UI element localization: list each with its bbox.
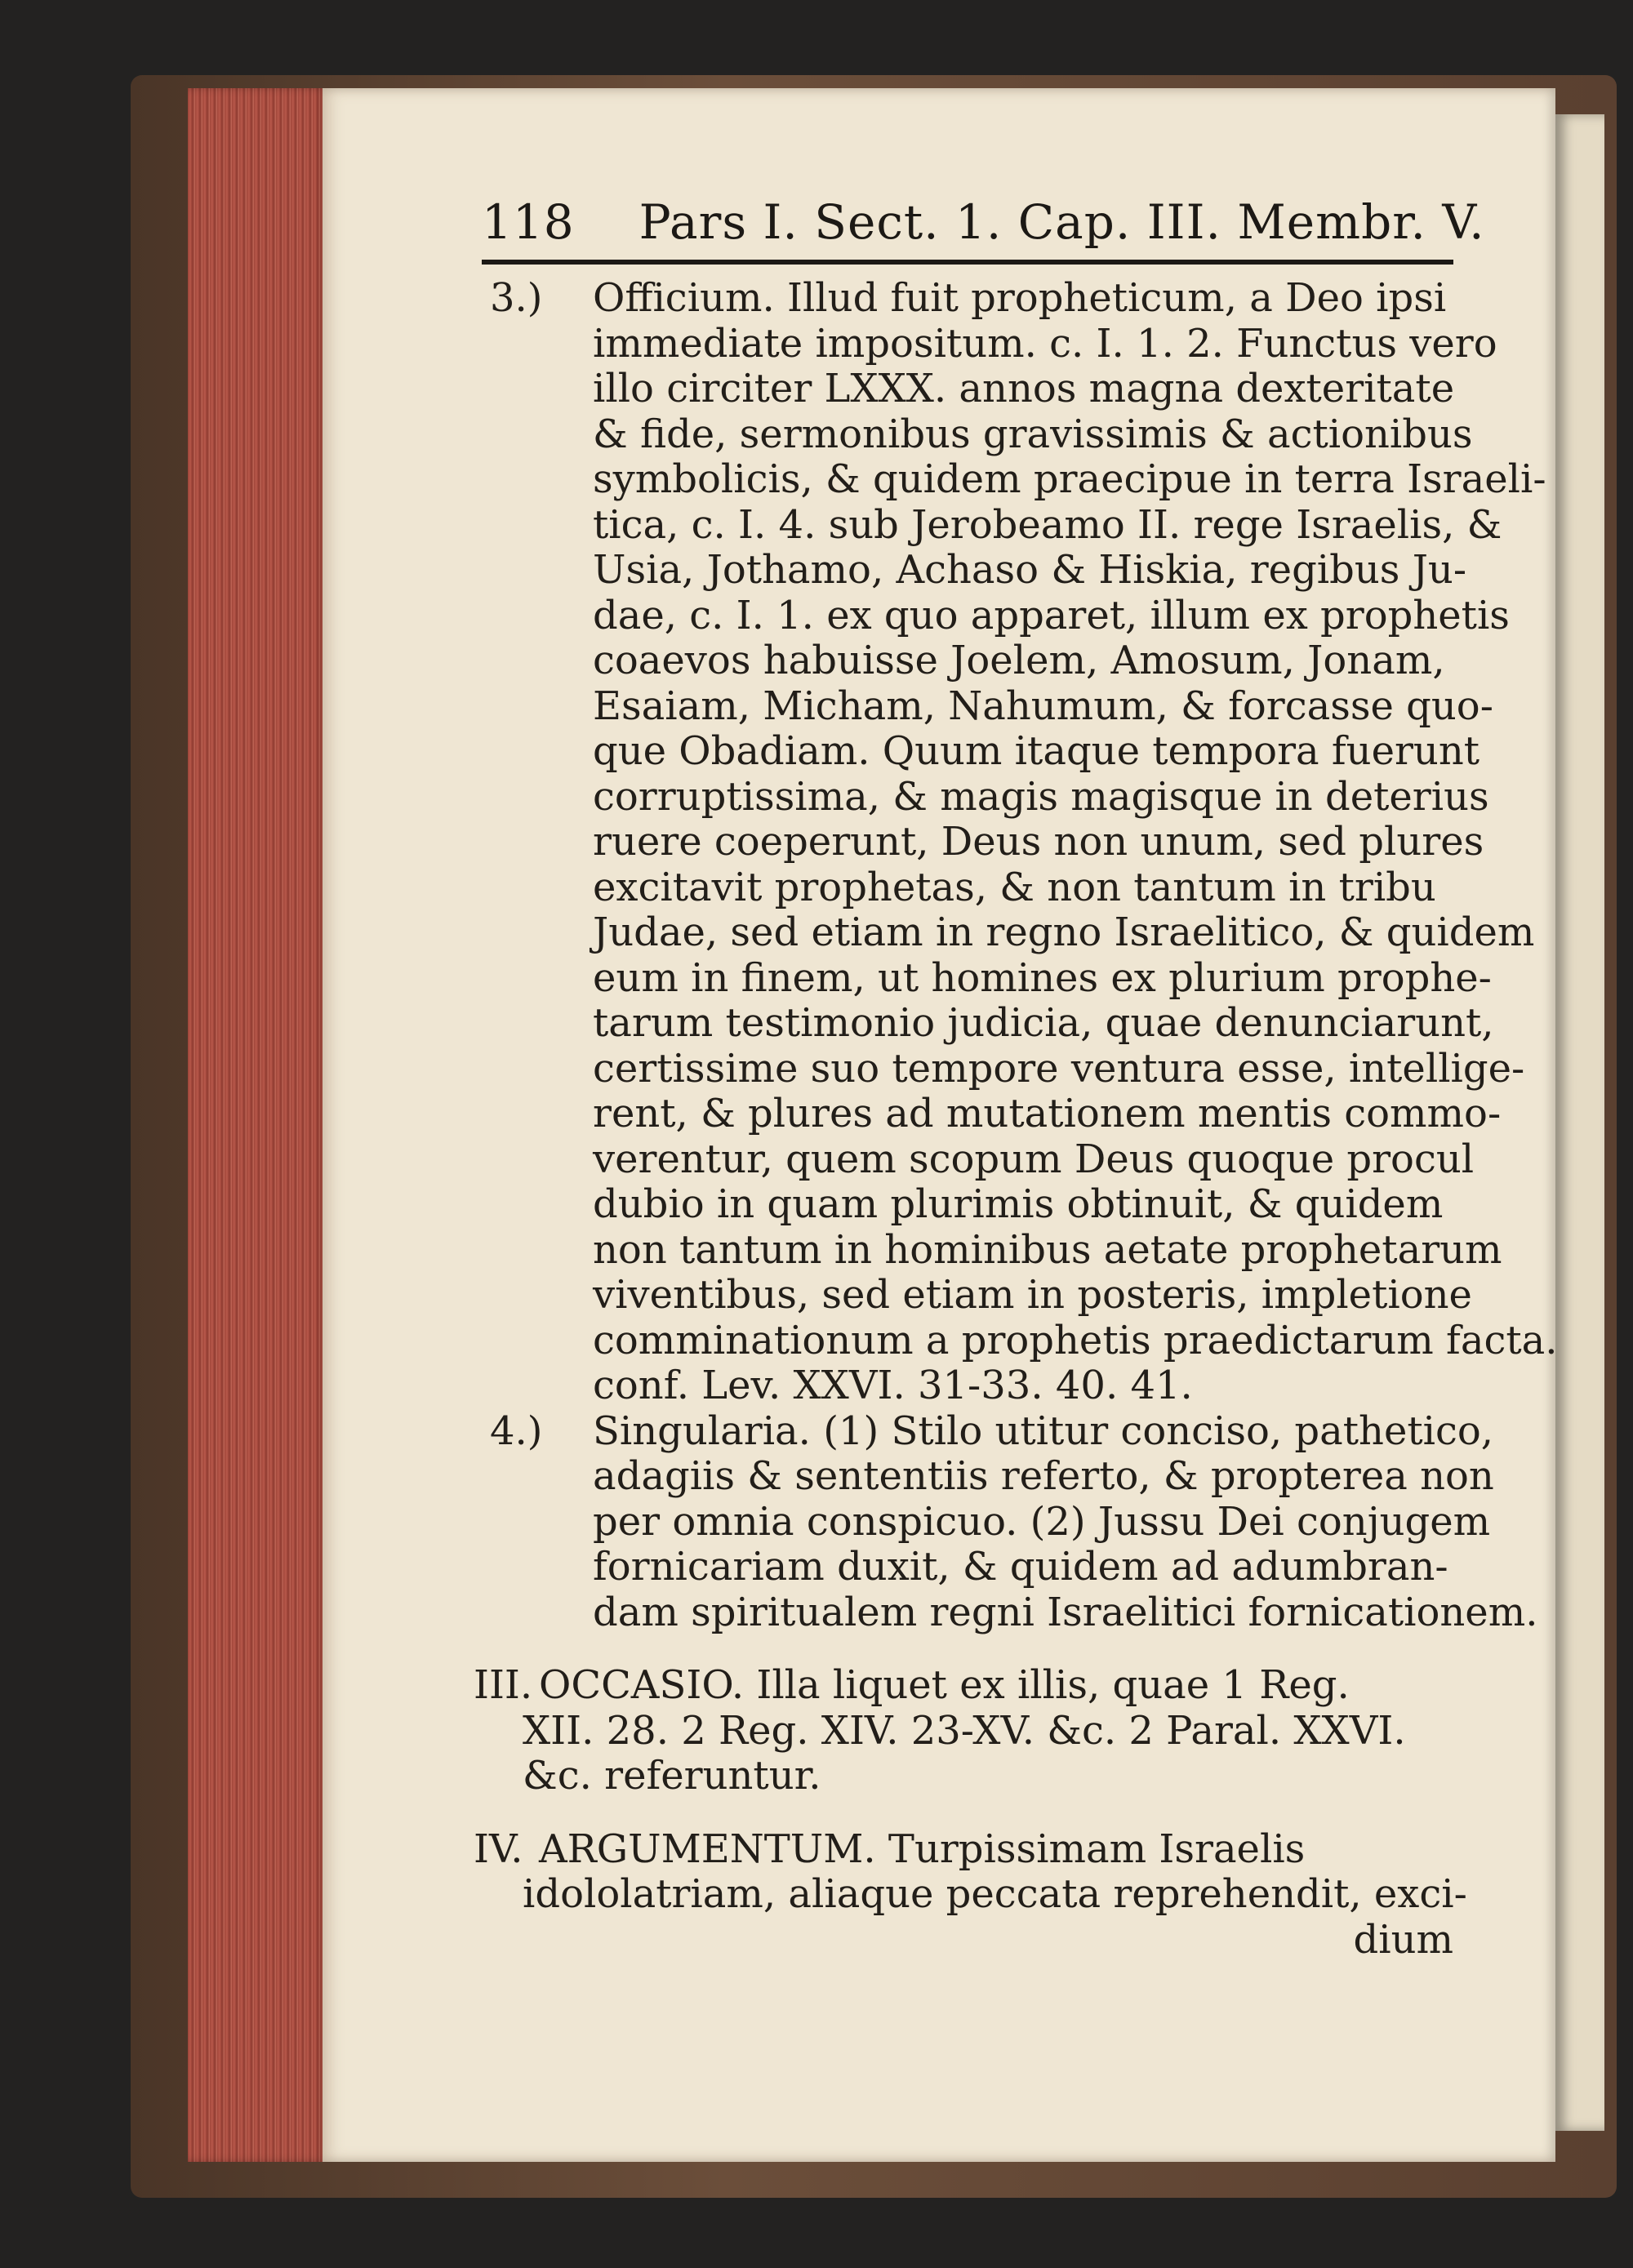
text-line: que Obadiam. Quum itaque tempora fuerunt (593, 728, 1480, 774)
text-line: dae, c. I. 1. ex quo apparet, illum ex prophetis (593, 592, 1510, 638)
catchword: dium (1353, 1916, 1453, 1963)
text-line: immediate impositum. c. I. 1. 2. Functus vero (593, 320, 1497, 367)
text-line: conf. Lev. XXVI. 31-33. 40. 41. (593, 1363, 1193, 1408)
text-line: idololatriam, aliaque peccata reprehendit, exci- (523, 1871, 1467, 1917)
item-4 (457, 1407, 1538, 1636)
text-line: illo circiter LXXX. annos magna dexteritate (593, 366, 1455, 411)
text-line: adagiis & sententiis referto, & propterea non (593, 1453, 1494, 1499)
text-line: certissime suo tempore ventura esse, intellige- (593, 1045, 1525, 1092)
text-line: Usia, Jothamo, Achaso & Hiskia, regibus Ju- (593, 547, 1467, 593)
text-line: &c. referuntur. (523, 1753, 821, 1799)
text-line: dam spiritualem regni Israelitici fornicationem. (593, 1589, 1538, 1635)
text-line: per omnia conspicuo. (2) Jussu Dei conjugem (593, 1498, 1491, 1545)
text-line: tarum testimonio judicia, quae denunciarunt, (593, 1000, 1494, 1046)
section-numeral: III. (474, 1662, 533, 1708)
text-line: dubio in quam plurimis obtinuit, & quidem (593, 1181, 1444, 1227)
text-line: & fide, sermonibus gravissimis & actionibus (593, 411, 1473, 457)
text-line: Esaiam, Micham, Nahumum, & forcasse quo- (593, 683, 1493, 729)
text-line: ruere coeperunt, Deus non unum, sed plures (593, 819, 1484, 865)
section-3 (457, 1663, 1470, 1799)
text-line: viventibus, sed etiam in posteris, impletione (593, 1272, 1472, 1318)
page-text (457, 275, 1558, 1963)
page-edges (188, 88, 327, 2162)
text-line: rent, & plures ad mutationem mentis commo- (593, 1091, 1502, 1136)
text-line: tica, c. I. 4. sub Jerobeamo II. rege Israelis, & (593, 501, 1502, 548)
text-line: comminationum a prophetis praedictarum facta. (593, 1317, 1558, 1363)
text-line: Judae, sed etiam in regno Israelitico, & quidem (593, 909, 1535, 955)
item-number: 3.) (490, 275, 543, 321)
running-header (482, 194, 1485, 250)
text-line: verentur, quem scopum Deus quoque procul (593, 1136, 1475, 1182)
text-line: 4.) Singularia. (1) Stilo utitur conciso, pathetico, (457, 1409, 1470, 1455)
text-line: symbolicis, & quidem praecipue in terra Israeli- (593, 456, 1546, 502)
text-line: corruptissima, & magis magisque in deterius (593, 773, 1489, 820)
text-line: coaevos habuisse Joelem, Amosum, Jonam, (593, 638, 1445, 683)
section-4 (457, 1827, 1470, 1963)
text-line: III. OCCASIO. Illa liquet ex illis, quae 1 Reg. (474, 1662, 1350, 1708)
text-line: excitavit prophetas, & non tantum in tribu (593, 864, 1436, 910)
running-head: Pars I. Sect. 1. Cap. III. Membr. V. (639, 194, 1485, 250)
item-number: 4.) (490, 1407, 543, 1454)
section-numeral: IV. (474, 1826, 523, 1872)
page-number: 118 (482, 194, 575, 250)
facing-page-edge (1555, 114, 1604, 2131)
text-line: eum in finem, ut homines ex plurium prophe- (593, 954, 1492, 1001)
header-rule (482, 260, 1453, 265)
item-3 (457, 275, 1558, 1409)
text-line: fornicariam duxit, & quidem ad adumbran- (593, 1544, 1448, 1590)
text-line: IV. ARGUMENTUM. Turpissimam Israelis (474, 1826, 1306, 1872)
text-line: non tantum in hominibus aetate prophetarum (593, 1226, 1502, 1273)
text-line: 3.) Officium. Illud fuit propheticum, a Deo ipsi (457, 276, 1470, 322)
text-line: XII. 28. 2 Reg. XIV. 23-XV. &c. 2 Paral. XXVI. (523, 1707, 1406, 1754)
